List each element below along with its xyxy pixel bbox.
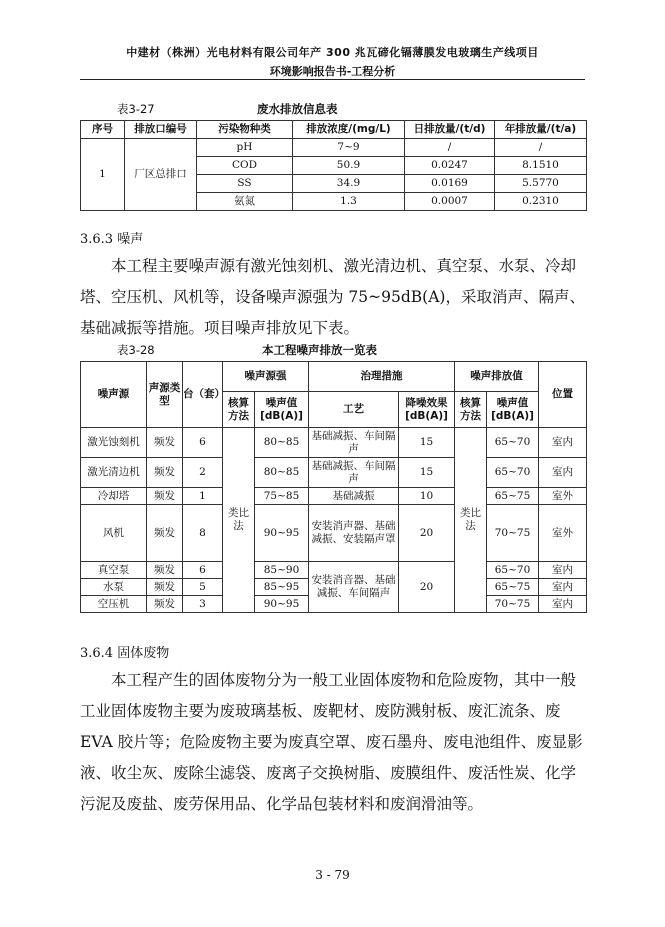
annual-cell: 5.5770 [495,175,587,193]
process-cell: 安装消音器、基础减振、车间隔声 [309,562,399,613]
pollutant-cell: pH [197,139,293,157]
section-heading-noise: 3.6.3 噪声 [80,232,144,247]
count-cell: 8 [183,505,223,562]
reduction-cell: 15 [399,458,455,488]
annual-cell: 8.1510 [495,157,587,175]
col-header: 工艺 [309,392,399,428]
table-row [81,488,587,505]
conc-cell: 50.9 [293,157,405,175]
type-cell: 频发 [147,488,183,505]
location-cell: 室内 [539,596,587,613]
col-header: 日排放量/(t/d) [405,121,495,139]
conc-cell: 1.3 [293,193,405,211]
noise-table [80,361,587,613]
section-heading-solid-waste: 3.6.4 固体废物 [80,646,170,661]
col-header: 核算方法 [455,392,487,428]
emit-cell: 70~75 [487,505,539,562]
col-header: 年排放量/(t/a) [495,121,587,139]
page-number: 3 - 79 [315,868,350,882]
count-cell: 6 [183,428,223,458]
col-header: 核算方法 [223,392,255,428]
process-cell: 安装消声器、基础减振、安装隔声罩 [309,505,399,562]
col-header: 噪声值[dB(A)] [487,392,539,428]
calc-method-cell: 类比法 [455,428,487,613]
count-cell: 3 [183,596,223,613]
calc-method-cell: 类比法 [223,428,255,613]
value-cell: 90~95 [255,505,309,562]
col-header: 噪声排放值 [455,362,539,392]
count-cell: 6 [183,562,223,579]
table-header-row [81,362,587,392]
value-cell: 90~95 [255,596,309,613]
table-row [81,428,587,458]
daily-cell: / [405,139,495,157]
daily-cell: 0.0247 [405,157,495,175]
col-header: 降噪效果[dB(A)] [399,392,455,428]
noise-paragraph [80,251,588,344]
pollutant-cell: SS [197,175,293,193]
col-header: 噪声源 [81,362,147,428]
col-header: 排放浓度/(mg/L) [293,121,405,139]
daily-cell: 0.0169 [405,175,495,193]
reduction-cell: 20 [399,505,455,562]
pollutant-cell: COD [197,157,293,175]
type-cell: 频发 [147,562,183,579]
annual-cell: 0.2310 [495,193,587,211]
emit-cell: 65~70 [487,428,539,458]
type-cell: 频发 [147,428,183,458]
count-cell: 2 [183,458,223,488]
table-row [81,562,587,579]
location-cell: 室内 [539,428,587,458]
emit-cell: 65~75 [487,488,539,505]
annual-cell: / [495,139,587,157]
type-cell: 频发 [147,579,183,596]
table1-title: 废水排放信息表 [257,102,338,116]
outlet-cell: 厂区总排口 [125,139,197,211]
count-cell: 5 [183,579,223,596]
type-cell: 频发 [147,505,183,562]
value-cell: 85~90 [255,562,309,579]
reduction-cell: 15 [399,428,455,458]
source-cell: 激光蚀刻机 [81,428,147,458]
table-row [81,458,587,488]
header-title: 中建材（株洲）光电材料有限公司年产 300 兆瓦碲化镉薄膜发电玻璃生产线项目 [126,46,539,59]
table-header-row [81,121,587,139]
process-cell: 基础减振 [309,488,399,505]
process-cell: 基础减振、车间隔声 [309,428,399,458]
col-header: 噪声值[dB(A)] [255,392,309,428]
location-cell: 室外 [539,505,587,562]
col-header: 污染物种类 [197,121,293,139]
source-cell: 真空泵 [81,562,147,579]
source-cell: 水泵 [81,579,147,596]
header-subtitle: 环境影响报告书-工程分析 [269,65,396,78]
reduction-cell: 20 [399,562,455,613]
source-cell: 空压机 [81,596,147,613]
col-header: 声源类型 [147,362,183,428]
table2-number: 表3-28 [117,343,155,357]
value-cell: 75~85 [255,488,309,505]
emit-cell: 65~75 [487,579,539,596]
source-cell: 冷却塔 [81,488,147,505]
value-cell: 85~95 [255,579,309,596]
source-cell: 风机 [81,505,147,562]
col-header: 治理措施 [309,362,455,392]
conc-cell: 7~9 [293,139,405,157]
wastewater-table [80,120,587,211]
value-cell: 80~85 [255,428,309,458]
table1-number: 表3-27 [117,102,155,116]
daily-cell: 0.0007 [405,193,495,211]
emit-cell: 65~70 [487,458,539,488]
location-cell: 室内 [539,458,587,488]
pollutant-cell: 氨氮 [197,193,293,211]
location-cell: 室内 [539,579,587,596]
value-cell: 80~85 [255,458,309,488]
seq-cell: 1 [81,139,125,211]
table-row [81,139,587,157]
type-cell: 频发 [147,458,183,488]
location-cell: 室内 [539,562,587,579]
col-header: 位置 [539,362,587,428]
process-cell: 基础减振、车间隔声 [309,458,399,488]
header-divider [80,79,585,80]
table-row [81,505,587,562]
reduction-cell: 10 [399,488,455,505]
emit-cell: 65~70 [487,562,539,579]
location-cell: 室外 [539,488,587,505]
solid-waste-paragraph [80,665,588,820]
emit-cell: 70~75 [487,596,539,613]
table2-title: 本工程噪声排放一览表 [262,343,377,357]
col-header: 序号 [81,121,125,139]
col-header: 台（套） [183,362,223,428]
paragraph-text: 本工程主要噪声源有激光蚀刻机、激光清边机、真空泵、水泵、冷却塔、空压机、风机等，设备噪声源强为 75~95dB(A)，采取消声、隔声、基础减振等措施。项目噪声排放见下表。 [80,257,585,337]
count-cell: 1 [183,488,223,505]
conc-cell: 34.9 [293,175,405,193]
type-cell: 频发 [147,596,183,613]
col-header: 排放口编号 [125,121,197,139]
source-cell: 激光清边机 [81,458,147,488]
col-header: 噪声源强 [223,362,309,392]
paragraph-text: 本工程产生的固体废物分为一般工业固体废物和危险废物，其中一般工业固体废物主要为废玻璃基板、废靶材、废防溅射板、废汇流条、废 EVA 胶片等；危险废物主要为废真空罩、废石墨舟、废电池组件、废显影液、收尘灰、废除尘滤袋、废离子交换树脂、废膜组件、废活性炭、化学污泥及废盐、废劳保用品、化学品包装材料和废润滑油等。 [80,671,583,813]
